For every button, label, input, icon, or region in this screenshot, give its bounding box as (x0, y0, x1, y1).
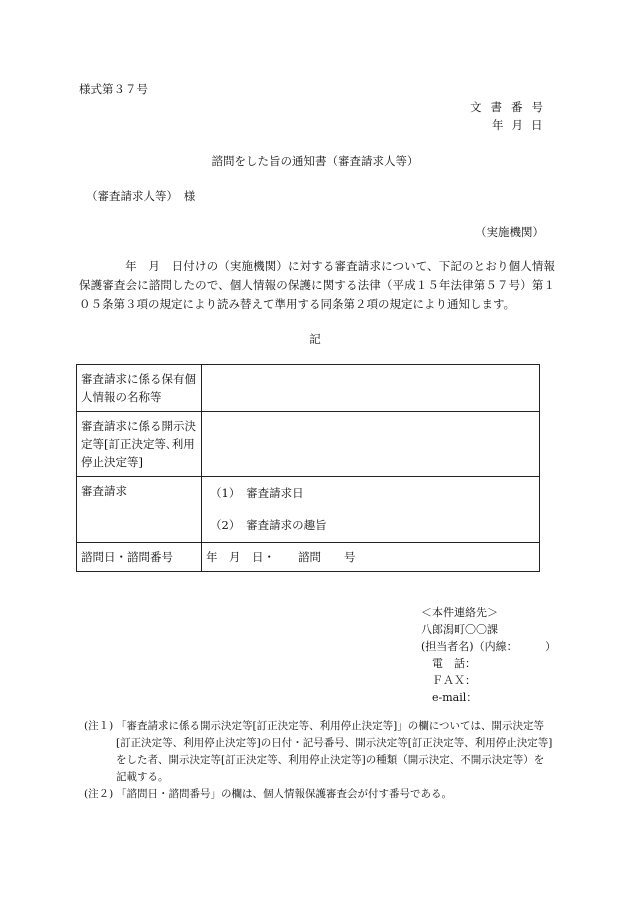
body-text: 年 月 日付けの（実施機関）に対する審査請求について、下記のとおり個人情報保護審査会に諮問したので、個人情報の保護に関する法律（平成１５年法律第５７号）第１０５条第３項の規定により読み替えて準用する同条第２項の規定により通知します。 (79, 259, 555, 311)
addressee: （審査請求人等） 様 (86, 189, 196, 203)
request-date-item: （1） 審査請求日 (210, 486, 304, 500)
request-purpose-item: （2） 審査請求の趣旨 (210, 518, 327, 532)
table-cell-label: 審査請求に係る保有個人情報の名称等 (77, 365, 202, 412)
table-cell-value (202, 477, 540, 543)
note-tag: (注２) (84, 788, 114, 800)
table-row (77, 543, 540, 572)
table-cell-value: 年 月 日・ 諮問 号 (202, 543, 540, 572)
table-row (77, 477, 540, 543)
contact-phone: 電 話： (421, 657, 476, 670)
page-title: 諮問をした旨の通知書（審査請求人等） (211, 154, 419, 168)
contact-person: (担当者名)（内線： ） (421, 640, 557, 653)
note-text: 「審査請求に係る開示決定等[訂正決定等、利用停止決定等]」の欄については、開示決定等[訂正決定等、利用停止決定等]の日付・記号番号、開示決定等[訂正決定等、利用停止決定等]をした者、開示決定等[訂正決定等、利用停止決定等]の種類（開示決定、不開示決定等）を記載する。 (116, 720, 553, 783)
document-number-label: 文書番号 (470, 100, 552, 114)
contact-email: e-mail： (421, 691, 478, 704)
contact-dept: 八郎潟町〇〇課 (421, 623, 498, 636)
note-tag: (注１) (84, 720, 114, 732)
notes (84, 718, 554, 803)
table-row (77, 365, 540, 412)
note-text: 「諮問日・諮問番号」の欄は、個人情報保護審査会が付す番号である。 (116, 788, 452, 800)
note-item (84, 718, 554, 786)
contact-block (421, 604, 556, 706)
contact-fax: ＦＡＸ： (421, 674, 476, 687)
document-date-label: 年月日 (492, 118, 551, 132)
details-table (76, 364, 540, 572)
table-cell-label: 審査請求に係る開示決定等[訂正決定等､利用停止決定等] (77, 412, 202, 477)
table-cell-label: 諮問日・諮問番号 (77, 543, 202, 572)
table-cell-label: 審査請求 (77, 477, 202, 543)
issuing-agency: （実施機関） (475, 225, 544, 239)
contact-heading: ＜本件連絡先＞ (421, 606, 498, 619)
note-item (84, 786, 554, 803)
form-number: 様式第３７号 (79, 82, 148, 96)
table-row (77, 412, 540, 477)
table-cell-value (202, 412, 540, 477)
table-cell-value (202, 365, 540, 412)
ki-heading: 記 (309, 332, 321, 346)
